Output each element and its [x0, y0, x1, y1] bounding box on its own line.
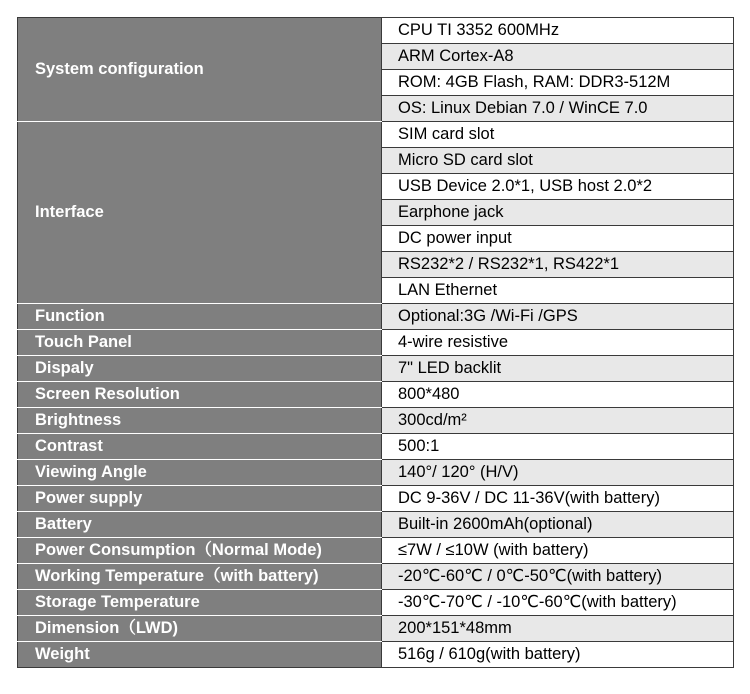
spec-label: Working Temperature（with battery) [18, 564, 382, 590]
spec-value: -20℃-60℃ / 0℃-50℃(with battery) [382, 564, 734, 590]
spec-value: 800*480 [382, 382, 734, 408]
table-row [18, 512, 734, 538]
table-row [18, 486, 734, 512]
spec-label: Power supply [18, 486, 382, 512]
spec-value: CPU TI 3352 600MHz [382, 18, 734, 44]
spec-value: 140°/ 120° (H/V) [382, 460, 734, 486]
table-row [18, 408, 734, 434]
spec-value: 200*151*48mm [382, 616, 734, 642]
spec-label: Battery [18, 512, 382, 538]
spec-value: DC 9-36V / DC 11-36V(with battery) [382, 486, 734, 512]
spec-label: Storage Temperature [18, 590, 382, 616]
table-row [18, 616, 734, 642]
spec-value: SIM card slot [382, 122, 734, 148]
spec-label: Touch Panel [18, 330, 382, 356]
table-row [18, 122, 734, 148]
spec-value: ROM: 4GB Flash, RAM: DDR3-512M [382, 70, 734, 96]
spec-label: System configuration [18, 18, 382, 122]
spec-value: -30℃-70℃ / -10℃-60℃(with battery) [382, 590, 734, 616]
spec-value: OS: Linux Debian 7.0 / WinCE 7.0 [382, 96, 734, 122]
spec-label: Screen Resolution [18, 382, 382, 408]
spec-value: 516g / 610g(with battery) [382, 642, 734, 668]
spec-value: ARM Cortex-A8 [382, 44, 734, 70]
table-row [18, 590, 734, 616]
table-row [18, 304, 734, 330]
spec-value: RS232*2 / RS232*1, RS422*1 [382, 252, 734, 278]
spec-value: 7" LED backlit [382, 356, 734, 382]
spec-value: Earphone jack [382, 200, 734, 226]
spec-value: DC power input [382, 226, 734, 252]
table-row [18, 382, 734, 408]
spec-label: Interface [18, 122, 382, 304]
table-row [18, 330, 734, 356]
spec-value: LAN Ethernet [382, 278, 734, 304]
spec-label: Contrast [18, 434, 382, 460]
spec-label: Weight [18, 642, 382, 668]
spec-value: Built-in 2600mAh(optional) [382, 512, 734, 538]
table-row [18, 18, 734, 44]
table-row [18, 356, 734, 382]
spec-label: Dimension（LWD) [18, 616, 382, 642]
spec-label: Dispaly [18, 356, 382, 382]
spec-label: Viewing Angle [18, 460, 382, 486]
spec-label: Power Consumption（Normal Mode) [18, 538, 382, 564]
spec-value: Micro SD card slot [382, 148, 734, 174]
table-row [18, 564, 734, 590]
spec-label: Brightness [18, 408, 382, 434]
spec-label: Function [18, 304, 382, 330]
table-row [18, 460, 734, 486]
spec-value: ≤7W / ≤10W (with battery) [382, 538, 734, 564]
table-row [18, 434, 734, 460]
spec-value: 500:1 [382, 434, 734, 460]
table-row [18, 642, 734, 668]
spec-value: 4-wire resistive [382, 330, 734, 356]
spec-table [17, 17, 734, 668]
spec-table-body [18, 18, 734, 668]
spec-value: Optional:3G /Wi-Fi /GPS [382, 304, 734, 330]
table-row [18, 538, 734, 564]
spec-value: 300cd/m² [382, 408, 734, 434]
spec-value: USB Device 2.0*1, USB host 2.0*2 [382, 174, 734, 200]
